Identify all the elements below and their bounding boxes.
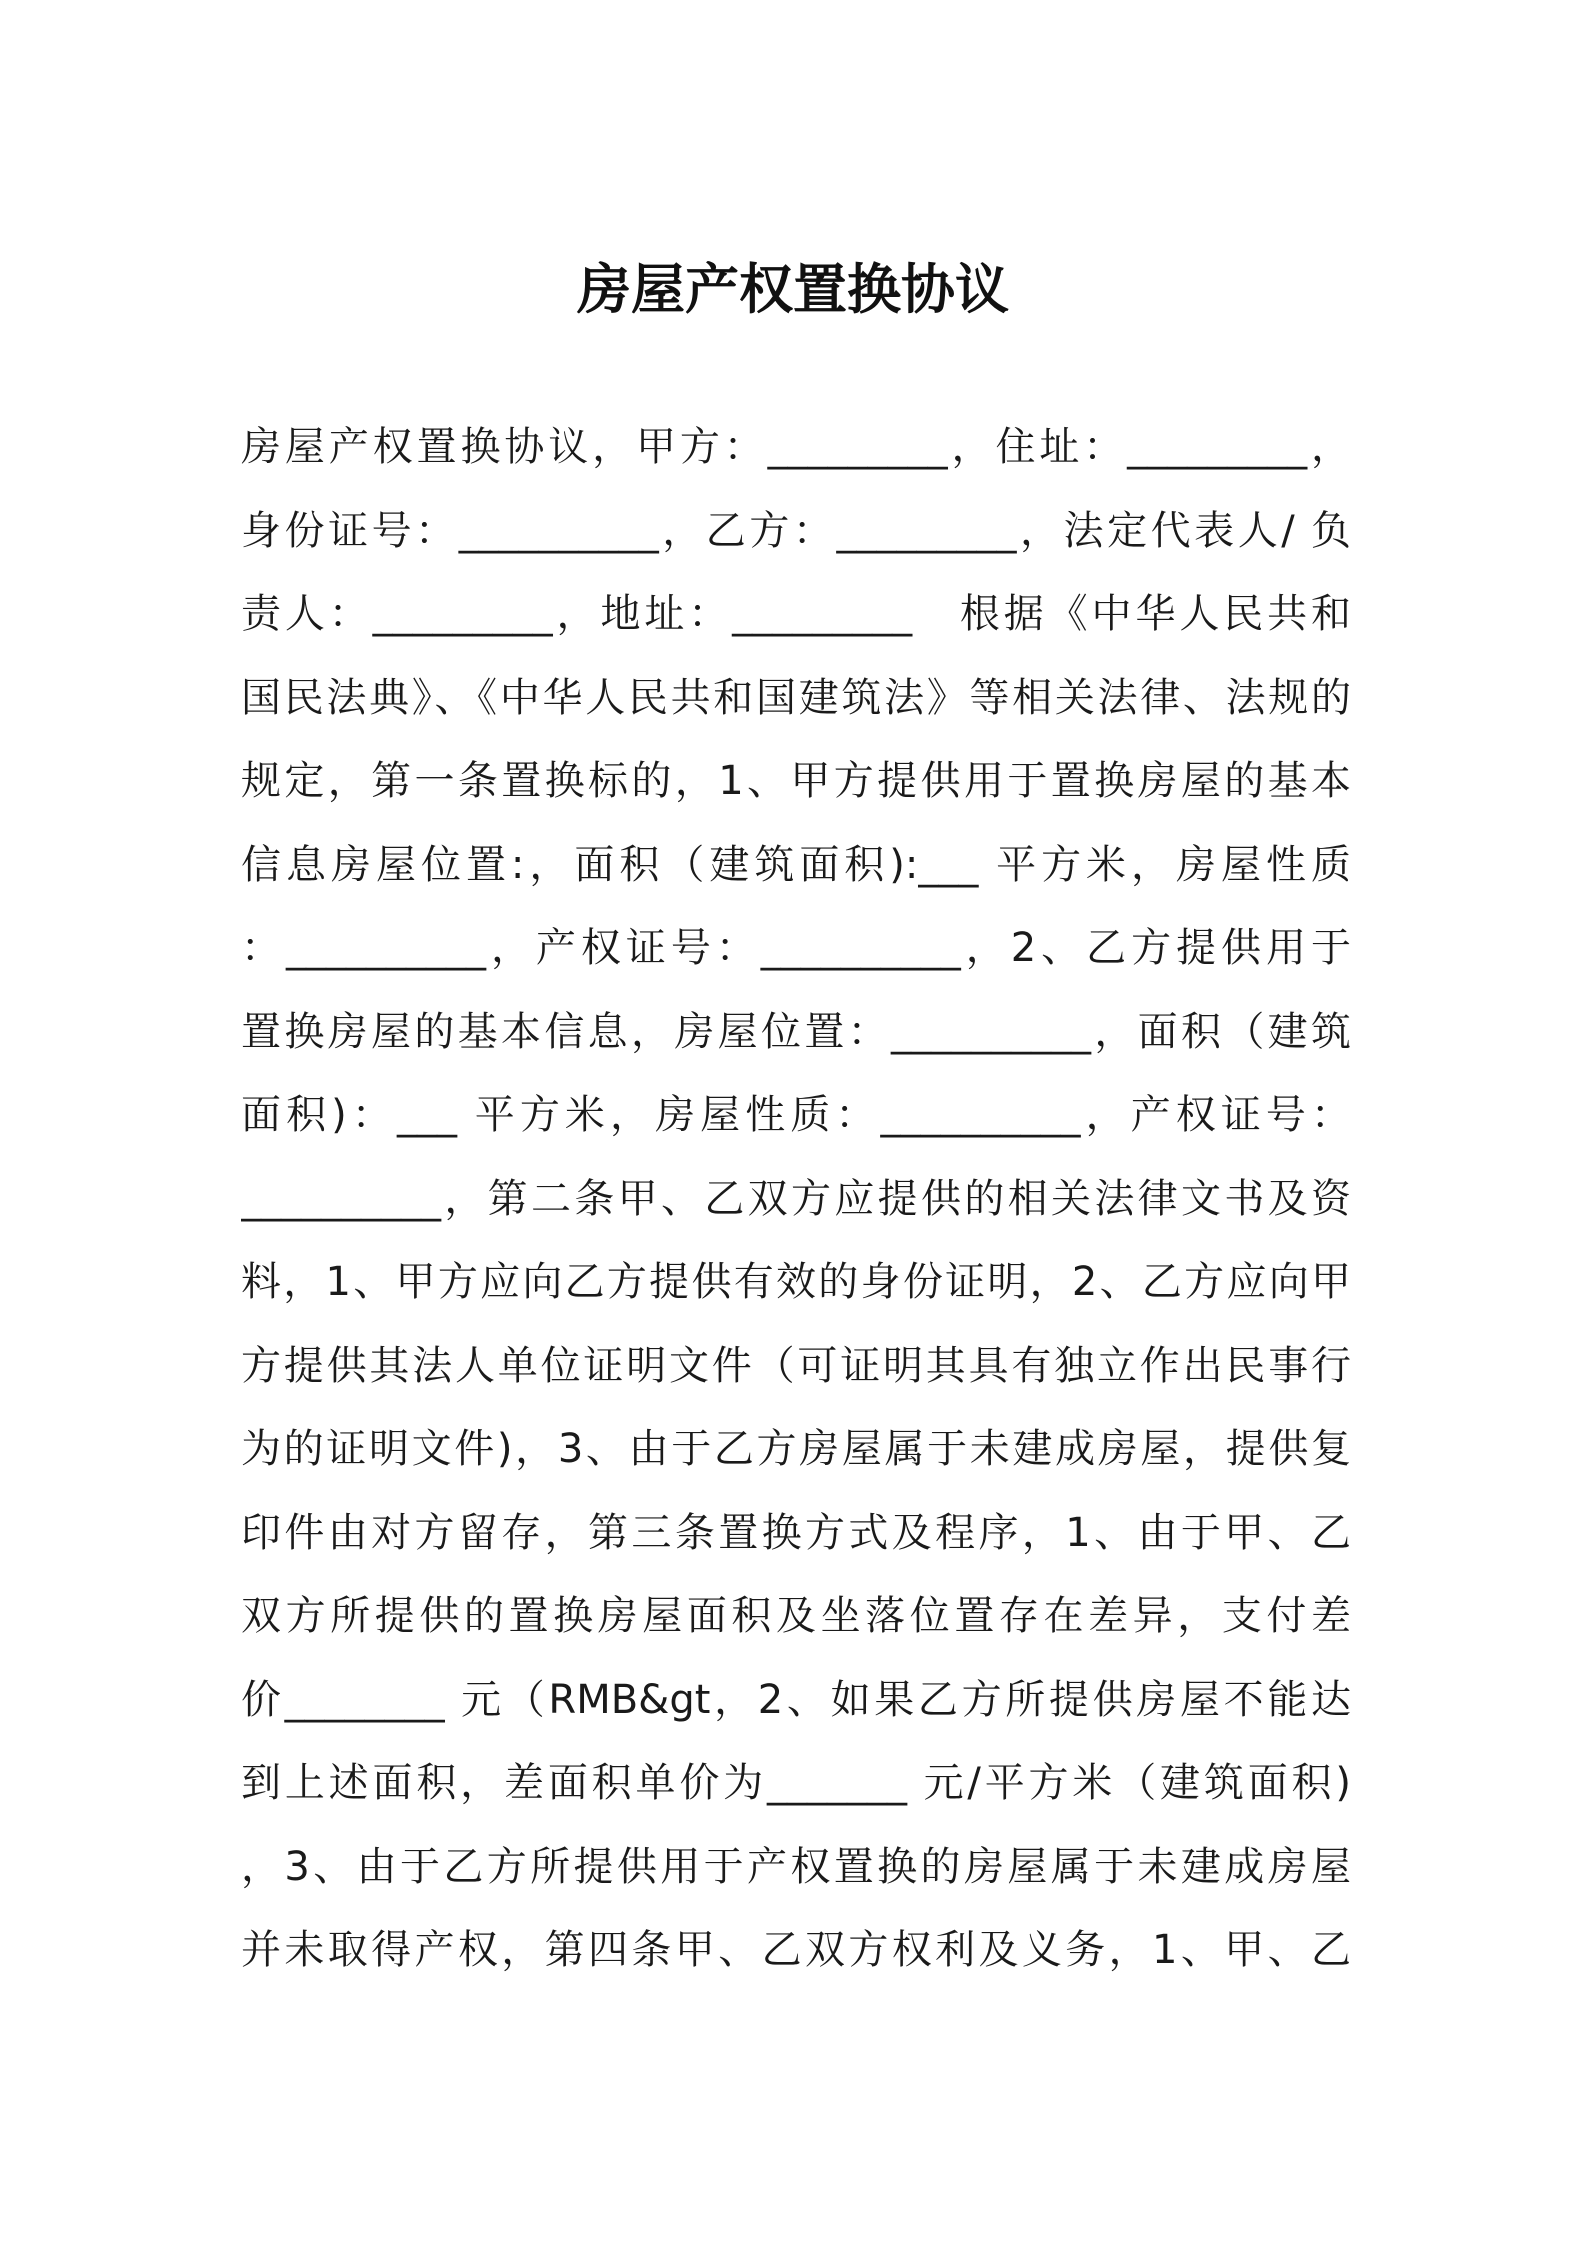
body-line-17: 到上述面积，差面积单价为_______ 元/平方米（建筑面积) xyxy=(241,1760,1351,1806)
body-line-7: ：__________，产权证号：__________，2、乙方提供用于 xyxy=(241,925,1351,971)
document-title: 房屋产权置换协议 xyxy=(577,258,1009,321)
body-line-9: 面积)：___ 平方米，房屋性质：__________，产权证号： xyxy=(241,1092,1351,1138)
body-line-19: 并未取得产权，第四条甲、乙双方权利及义务，1、甲、乙 xyxy=(241,1927,1351,1973)
body-line-10: __________，第二条甲、乙双方应提供的相关法律文书及资 xyxy=(241,1175,1351,1222)
body-line-3: 责人：_________，地址：_________ 根据《中华人民共和 xyxy=(241,591,1351,637)
body-line-4: 国民法典》、《中华人民共和国建筑法》等相关法律、法规的 xyxy=(241,674,1351,721)
body-line-15: 双方所提供的置换房屋面积及坐落位置存在差异，支付差 xyxy=(241,1593,1351,1639)
body-line-8: 置换房屋的基本信息，房屋位置：__________，面积（建筑 xyxy=(241,1008,1351,1055)
body-line-5: 规定，第一条置换标的，1、甲方提供用于置换房屋的基本 xyxy=(241,758,1351,804)
body-line-18: ，3、由于乙方所提供用于产权置换的房屋属于未建成房屋 xyxy=(241,1843,1351,1890)
body-line-1: 房屋产权置换协议，甲方：_________，住址：_________， xyxy=(241,424,1351,470)
body-line-6: 信息房屋位置:，面积（建筑面积):___ 平方米，房屋性质 xyxy=(241,841,1351,888)
body-line-13: 为的证明文件)，3、由于乙方房屋属于未建成房屋，提供复 xyxy=(241,1426,1351,1472)
body-line-16: 价________ 元（RMB&gt，2、如果乙方所提供房屋不能达 xyxy=(241,1676,1351,1723)
body-line-2: 身份证号：__________，乙方：_________，法定代表人/ 负 xyxy=(241,507,1351,554)
body-line-14: 印件由对方留存，第三条置换方式及程序，1、由于甲、乙 xyxy=(241,1509,1351,1556)
document-body xyxy=(241,406,1351,1993)
body-line-11: 料，1、甲方应向乙方提供有效的身份证明，2、乙方应向甲 xyxy=(241,1259,1351,1305)
body-line-12: 方提供其法人单位证明文件（可证明其具有独立作出民事行 xyxy=(241,1342,1351,1389)
